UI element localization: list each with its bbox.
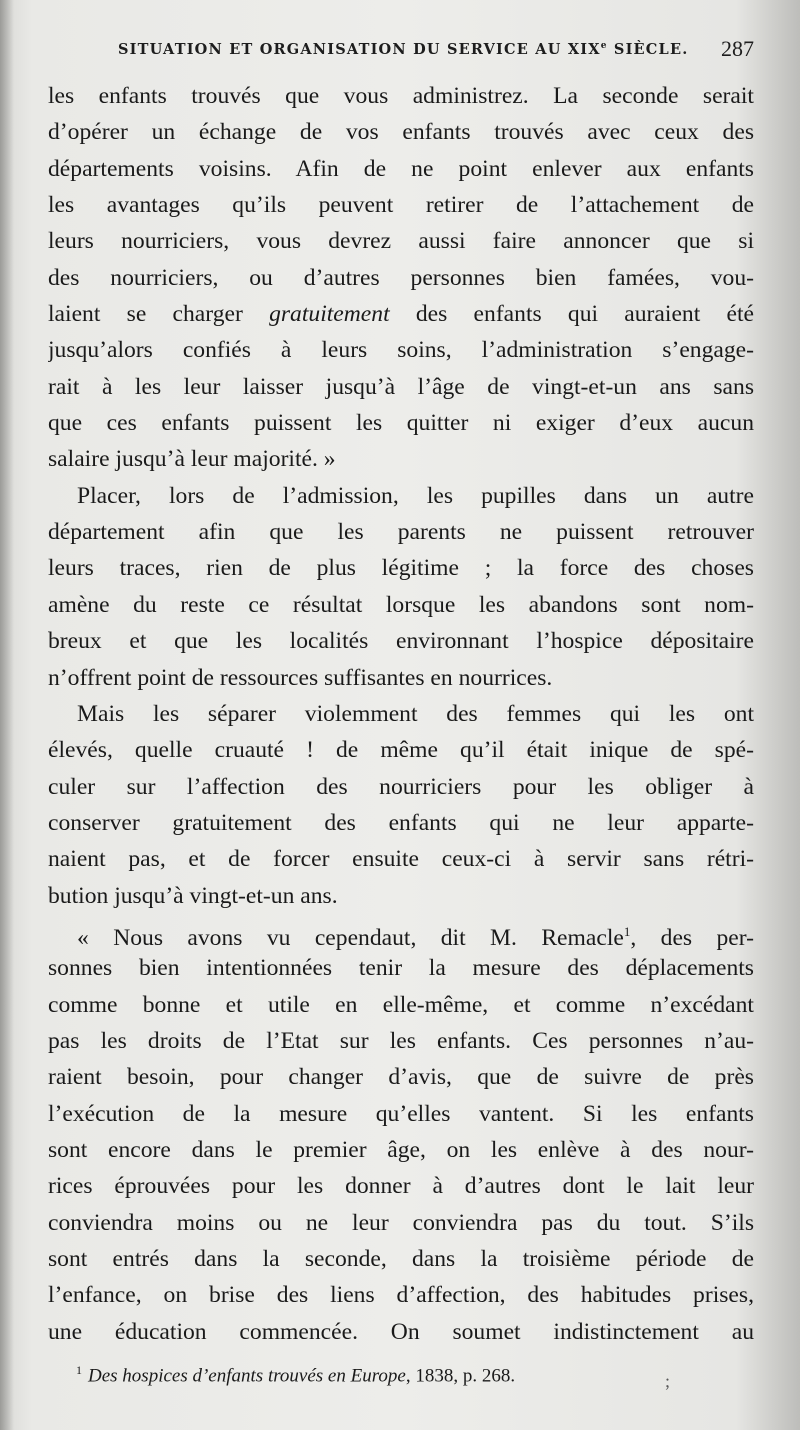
text-line: conviendra moins ou ne leur conviendra pas du tout. S’ils <box>48 1209 754 1236</box>
text-line: amène du reste ce résultat lorsque les abandons sont nom- <box>48 591 754 618</box>
text-line-paragraph-end: bution jusqu’à vingt-et-un ans. <box>48 882 338 909</box>
running-head-main: SITUATION ET ORGANISATION DU SERVICE AU XIX <box>118 41 601 58</box>
text-run: des enfants qui auraient été <box>389 301 754 328</box>
text-line: naient pas, et de forcer ensuite ceux-ci à servir sans rétri- <box>48 846 754 873</box>
footnote-citation: , 1838, p. 268. <box>405 1365 516 1387</box>
text-line: sonnes bien intentionnées tenir la mesure des déplacements <box>48 955 754 982</box>
text-line: l’exécution de la mesure qu’elles vantent. Si les enfants <box>48 1100 754 1127</box>
text-line-paragraph-end: n’offrent point de ressources suffisantes en nourrices. <box>48 664 553 691</box>
italic-word: gratuitement <box>269 301 390 328</box>
text-line: des nourriciers, ou d’autres personnes bien famées, vou- <box>48 264 754 291</box>
body-text <box>48 78 754 1350</box>
text-line: département afin que les parents ne puissent retrouver <box>48 519 754 546</box>
text-line: l’enfance, on brise des liens d’affection, des habitudes prises, <box>48 1282 754 1309</box>
footnote <box>76 1363 756 1387</box>
text-line: rait à les leur laisser jusqu’à l’âge de vingt-et-un ans sans <box>48 373 754 400</box>
text-run: , des per- <box>630 924 754 951</box>
text-line: les avantages qu’ils peuvent retirer de l’attachement de <box>48 192 754 219</box>
text-line: jusqu’alors confiés à leurs soins, l’administration s’engage- <box>48 337 754 364</box>
footnote-marker: 1 <box>76 1363 82 1377</box>
text-line-paragraph-start: Mais les séparer violemment des femmes qui les ont <box>77 700 754 727</box>
text-line: rices éprouvées pour les donner à d’autres dont le lait leur <box>48 1173 754 1200</box>
stray-print-mark: ; <box>665 1371 671 1391</box>
text-run: « Nous avons vu cependaut, dit M. Remacle <box>77 924 624 951</box>
text-line: que ces enfants puissent les quitter ni exiger d’eux aucun <box>48 410 754 437</box>
running-head <box>118 41 688 58</box>
binding-shadow <box>0 0 14 1430</box>
running-head-superscript: e <box>600 41 608 52</box>
text-line <box>48 296 754 332</box>
text-line: comme bonne et utile en elle-même, et comme n’excédant <box>48 991 754 1018</box>
page-number: 287 <box>721 36 754 61</box>
text-line: une éducation commencée. On soumet indistinctement au <box>48 1318 754 1345</box>
text-line: d’opérer un échange de vos enfants trouvés avec ceux des <box>48 119 754 146</box>
text-run: laient se charger <box>48 301 270 328</box>
page-header <box>118 36 754 68</box>
text-line: sont encore dans le premier âge, on les enlève à des nour- <box>48 1136 754 1163</box>
text-line: raient besoin, pour changer d’avis, que de suivre de près <box>48 1064 754 1091</box>
text-line: départements voisins. Afin de ne point enlever aux enfants <box>48 155 754 182</box>
running-head-tail: SIÈCLE. <box>607 41 689 58</box>
text-line: élevés, quelle cruauté ! de même qu’il était inique de spé- <box>48 737 754 764</box>
text-line: conserver gratuitement des enfants qui ne leur apparte- <box>48 809 754 836</box>
text-line: leurs traces, rien de plus légitime ; la force des choses <box>48 555 754 582</box>
text-line-paragraph-start <box>48 914 754 950</box>
text-line-paragraph-start: Placer, lors de l’admission, les pupilles dans un autre <box>77 482 754 509</box>
text-line-paragraph-end: salaire jusqu’à leur majorité. » <box>48 446 336 473</box>
text-line: sont entrés dans la seconde, dans la troisième période de <box>48 1246 754 1272</box>
text-line: pas les droits de l’Etat sur les enfants. Ces personnes n’au- <box>48 1027 754 1054</box>
footnote-title: Des hospices d’enfants trouvés en Europe <box>88 1365 406 1387</box>
text-line: leurs nourriciers, vous devrez aussi faire annoncer que si <box>48 228 754 255</box>
text-line: culer sur l’affection des nourriciers pour les obliger à <box>48 773 754 800</box>
text-line: les enfants trouvés que vous administrez. La seconde serait <box>48 83 754 109</box>
text-line: breux et que les localités environnant l’hospice dépositaire <box>48 628 754 655</box>
footnote-reference: 1 <box>623 923 631 939</box>
